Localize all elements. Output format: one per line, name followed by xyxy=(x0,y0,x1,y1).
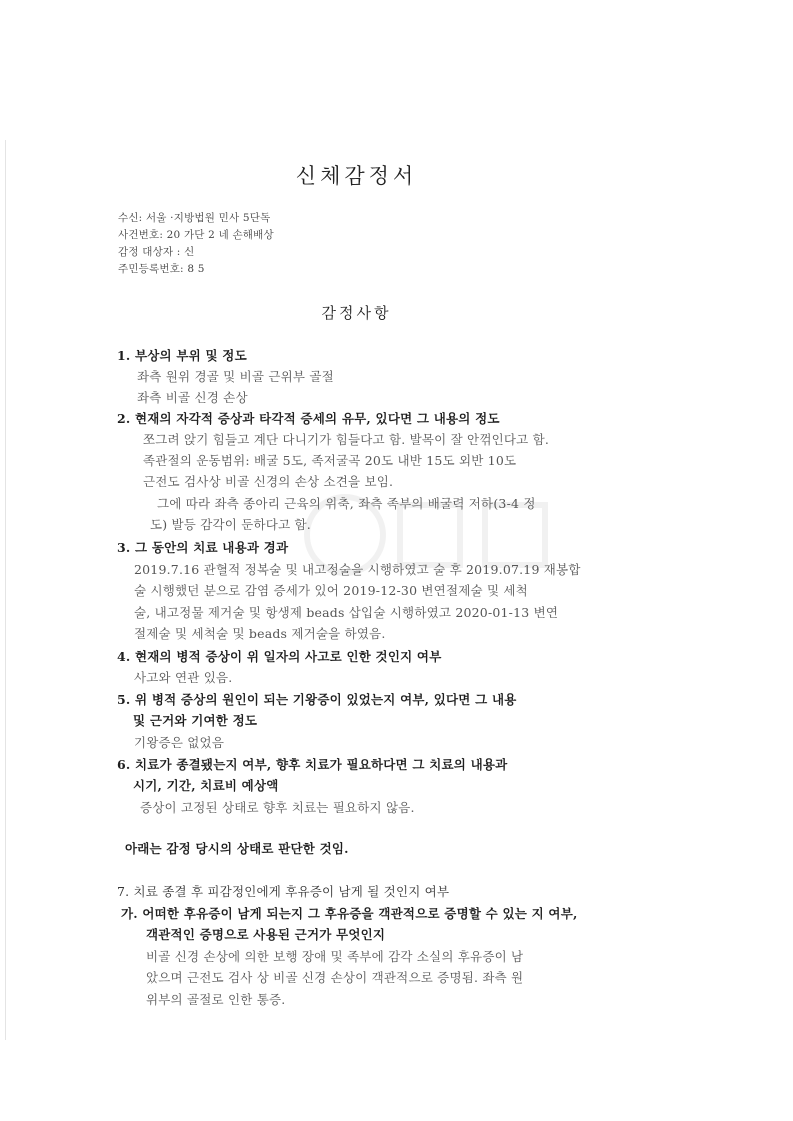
meta-recipient: 수신: 서울 ·지방법원 민사 5단독 xyxy=(118,212,271,224)
meta-subject: 감정 대상자 : 신 xyxy=(118,246,195,258)
meta-resident-number: 주민등록번호: 8 5 xyxy=(118,263,205,275)
item-2-text: 근전도 검사상 비골 신경의 손상 소견을 보임. xyxy=(143,474,394,489)
item-5-text: 기왕증은 없었음 xyxy=(134,735,225,750)
item-3-text: 절제술 및 세척술 및 beads 제거술을 하였음. xyxy=(134,626,386,641)
item-2-text: 도) 발등 감각이 둔하다고 함. xyxy=(150,517,311,532)
item-5-heading: 및 근거와 기여한 정도 xyxy=(133,713,258,728)
meta-case-number: 사건번호: 20 가단 2 네 손해배상 xyxy=(118,229,274,241)
item-3-text: 2019.7.16 관혈적 정복술 및 내고정술을 시행하였고 술 후 2019.07.19 재봉합 xyxy=(134,562,581,577)
item-6-heading: 시기, 기간, 치료비 예상액 xyxy=(133,778,279,793)
item-3-text: 술 시행했던 분으로 감염 증세가 있어 2019-12-30 변연절제술 및 세척 xyxy=(134,583,528,598)
item-7a-text: 비골 신경 손상에 의한 보행 장애 및 족부에 감각 소실의 후유증이 남 xyxy=(146,949,524,964)
item-7-heading: 7. 치료 종결 후 피감정인에게 후유증이 남게 될 것인지 여부 xyxy=(117,884,450,899)
item-1-text: 좌측 비골 신경 손상 xyxy=(137,390,248,405)
item-6-text: 증상이 고정된 상태로 향후 치료는 필요하지 않음. xyxy=(140,800,415,815)
item-2-heading: 2. 현재의 자각적 증상과 타각적 증세의 유무, 있다면 그 내용의 정도 xyxy=(117,411,500,426)
item-1-heading: 1. 부상의 부위 및 정도 xyxy=(117,348,247,363)
assessment-note: 아래는 감정 당시의 상태로 판단한 것임. xyxy=(125,841,349,856)
document-title: 신체감정서 xyxy=(295,164,418,188)
item-5-heading: 5. 위 병적 증상의 원인이 되는 기왕증이 있었는지 여부, 있다면 그 내용 xyxy=(117,692,517,707)
item-4-text: 사고와 연관 있음. xyxy=(134,670,233,685)
item-2-text: 그에 따라 좌측 종아리 근육의 위축, 좌측 족부의 배굴력 저하(3-4 정 xyxy=(157,496,536,511)
item-6-heading: 6. 치료가 종결됐는지 여부, 향후 치료가 필요하다면 그 치료의 내용과 xyxy=(117,757,508,772)
item-4-heading: 4. 현재의 병적 증상이 위 일자의 사고로 인한 것인지 여부 xyxy=(117,649,442,664)
section-title: 감정사항 xyxy=(321,304,392,322)
item-1-text: 좌측 원위 경골 및 비골 근위부 골절 xyxy=(137,369,334,384)
item-2-text: 쪼그려 앉기 힘들고 계단 다니기가 힘들다고 함. 발목이 잘 안꺾인다고 함. xyxy=(143,432,550,447)
item-7a-text: 위부의 골절로 인한 통증. xyxy=(146,992,286,1007)
item-2-text: 족관절의 운동범위: 배굴 5도, 족저굴곡 20도 내반 15도 외반 10도 xyxy=(143,453,517,468)
item-7a-heading: 가. 어떠한 후유증이 남게 되는지 그 후유증을 객관적으로 증명할 수 있는 지 여부, xyxy=(121,906,578,921)
item-3-heading: 3. 그 동안의 치료 내용과 경과 xyxy=(117,540,289,555)
item-7a-text: 았으며 근전도 검사 상 비골 신경 손상이 객관적으로 증명됨. 좌측 원 xyxy=(146,970,524,985)
item-7a-heading: 객관적인 증명으로 사용된 근거가 무엇인지 xyxy=(146,927,386,942)
item-3-text: 술, 내고정물 제거술 및 항생제 beads 삽입술 시행하였고 2020-01-13 변연 xyxy=(134,605,559,620)
scan-edge-line xyxy=(5,140,6,1040)
